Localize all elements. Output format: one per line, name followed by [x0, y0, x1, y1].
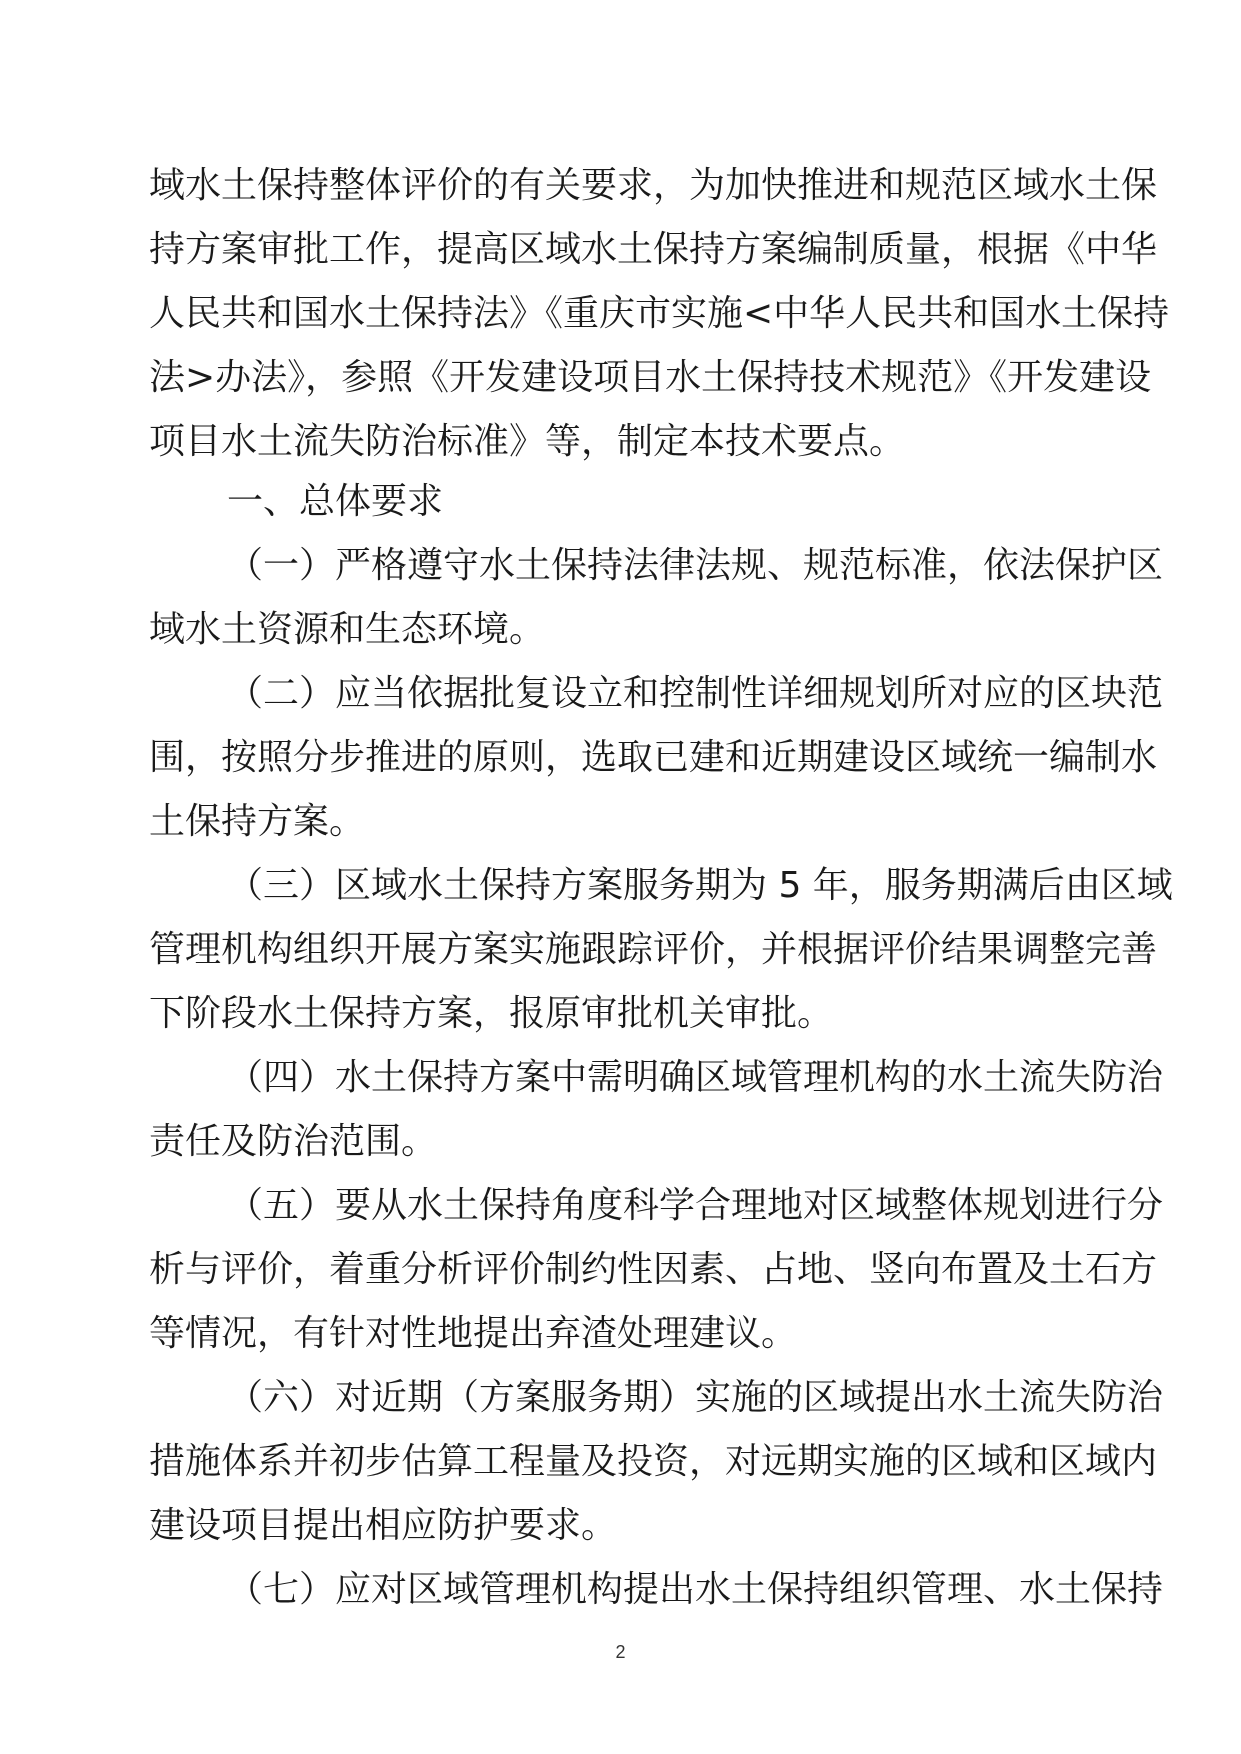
text-line: （五）要从水土保持角度科学合理地对区域整体规划进行分 [227, 1185, 1164, 1226]
text-line: 土保持方案。 [149, 801, 366, 842]
text-line: （六）对近期（方案服务期）实施的区域提出水土流失防治 [227, 1377, 1164, 1418]
text-line: 下阶段水土保持方案，报原审批机关审批。 [149, 993, 834, 1034]
text-line: （三）区域水土保持方案服务期为 5 年，服务期满后由区域 [227, 865, 1173, 906]
text-line: （一）严格遵守水土保持法律法规、规范标准，依法保护区 [227, 545, 1164, 586]
text-line: 域水土保持整体评价的有关要求，为加快推进和规范区域水土保 [149, 165, 1158, 206]
text-line: 持方案审批工作，提高区域水土保持方案编制质量，根据《中华 [149, 229, 1158, 270]
text-line: 责任及防治范围。 [149, 1121, 438, 1162]
text-line: （七）应对区域管理机构提出水土保持组织管理、水土保持 [227, 1569, 1164, 1610]
text-line: 析与评价，着重分析评价制约性因素、占地、竖向布置及土石方 [149, 1249, 1158, 1290]
text-line: 项目水土流失防治标准》等，制定本技术要点。 [149, 421, 906, 462]
text-line: （二）应当依据批复设立和控制性详细规划所对应的区块范 [227, 673, 1164, 714]
text-line: 域水土资源和生态环境。 [149, 609, 546, 650]
text-line: 等情况，有针对性地提出弃渣处理建议。 [149, 1313, 798, 1354]
text-line: 管理机构组织开展方案实施跟踪评价，并根据评价结果调整完善 [149, 929, 1158, 970]
text-line: 人民共和国水土保持法》《重庆市实施<中华人民共和国水土保持 [149, 293, 1170, 334]
text-line: （四）水土保持方案中需明确区域管理机构的水土流失防治 [227, 1057, 1164, 1098]
page-number: 2 [615, 1642, 626, 1662]
section-heading: 一、总体要求 [227, 481, 444, 522]
text-line: 围，按照分步推进的原则，选取已建和近期建设区域统一编制水 [149, 737, 1158, 778]
text-line: 措施体系并初步估算工程量及投资，对远期实施的区域和区域内 [149, 1441, 1158, 1482]
text-line: 法>办法》，参照《开发建设项目水土保持技术规范》《开发建设 [149, 357, 1152, 398]
text-line: 建设项目提出相应防护要求。 [149, 1505, 618, 1546]
